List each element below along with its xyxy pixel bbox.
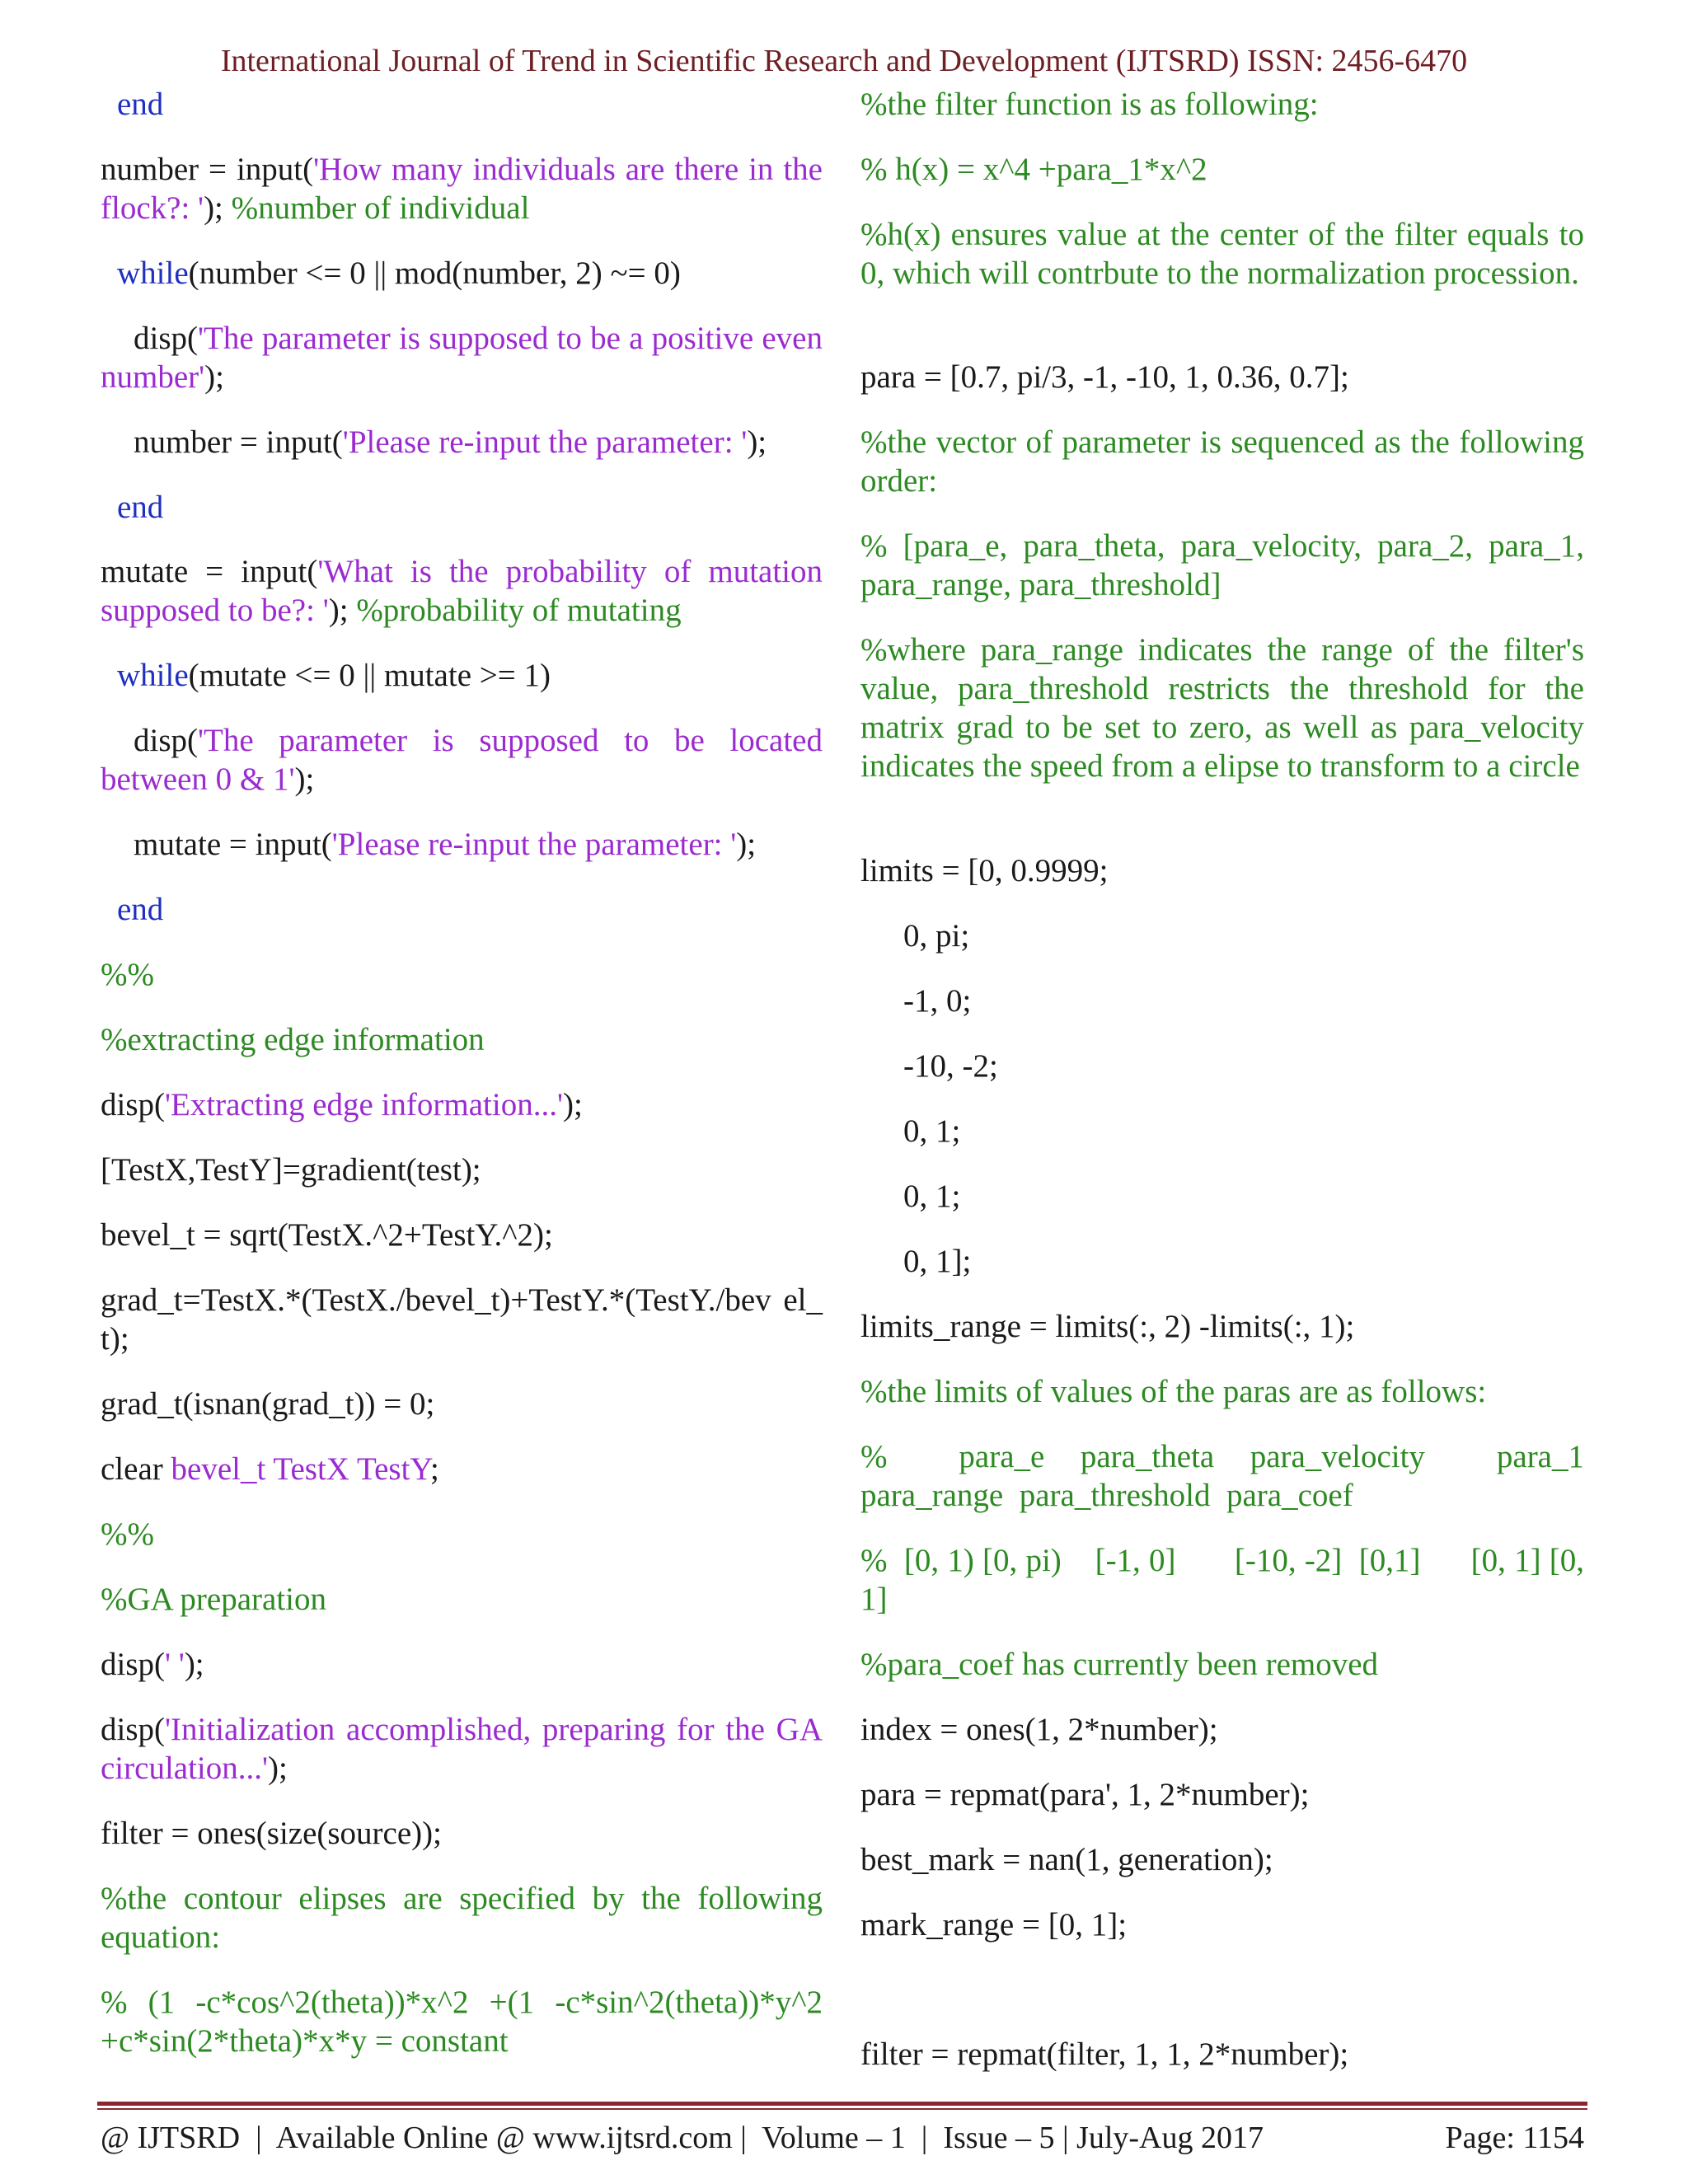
- code-token: %the contour elipses are specified by the following equation:: [101, 1881, 823, 1955]
- code-token: );: [184, 1647, 204, 1682]
- code-line: [101, 254, 823, 293]
- code-token: para = [0.7, pi/3, -1, -10, 1, 0.36, 0.7];: [860, 359, 1349, 395]
- code-token: %%: [101, 1516, 154, 1552]
- code-token: 0, pi;: [903, 918, 970, 954]
- code-token: end: [117, 490, 164, 525]
- code-line: [860, 85, 1584, 124]
- code-token: index = ones(1, 2*number);: [860, 1712, 1218, 1747]
- code-token: %h(x) ensures value at the center of the filter equals to 0, which will contrbute to the normalization procession.: [860, 217, 1584, 291]
- code-token: 'How many individuals are there in the flock?: ': [101, 152, 823, 226]
- journal-header: International Journal of Trend in Scientific Research and Development (IJTSRD) ISSN: 2456-6470: [220, 44, 1468, 78]
- code-token: );: [204, 190, 232, 226]
- page-number: Page: 1154: [1445, 2121, 1584, 2155]
- code-line: [101, 150, 823, 227]
- code-token: );: [204, 359, 224, 395]
- code-line: [860, 1775, 1584, 1814]
- code-token: % (1 -c*cos^2(theta))*x^2 +(1 -c*sin^2(theta))*y^2 +c*sin(2*theta)*x*y = constant: [101, 1985, 823, 2059]
- code-line: [860, 1840, 1584, 1879]
- code-line: [860, 1372, 1584, 1411]
- code-token: );: [563, 1087, 583, 1122]
- code-token: disp(: [134, 723, 198, 758]
- code-token: %the filter function is as following:: [860, 87, 1319, 122]
- footer-divider-thin: [97, 2108, 1587, 2110]
- code-token: );: [736, 827, 757, 862]
- code-line: [860, 1905, 1584, 1944]
- code-token: [TestX,TestY]=gradient(test);: [101, 1152, 481, 1188]
- code-token: %GA preparation: [101, 1582, 326, 1617]
- code-token: mutate = input(: [101, 554, 318, 589]
- code-line: [860, 358, 1584, 396]
- code-line: [860, 1307, 1584, 1346]
- code-token: % h(x) = x^4 +para_1*x^2: [860, 152, 1207, 187]
- code-line: [101, 1020, 823, 1059]
- code-token: end: [117, 87, 164, 122]
- code-line: [860, 1710, 1584, 1749]
- code-line: [101, 1710, 823, 1788]
- code-line: [101, 85, 823, 124]
- code-token: %the vector of parameter is sequenced as the following order:: [860, 424, 1584, 499]
- code-token: clear: [101, 1451, 171, 1487]
- code-token: %where para_range indicates the range of the filter's value, para_threshold restricts the threshold for the matrix grad to be set to zero, as well as para_velocity indicates the speed from a elipse to transform to a circle: [860, 632, 1584, 784]
- code-token: number = input(: [134, 424, 343, 460]
- code-token: best_mark = nan(1, generation);: [860, 1842, 1273, 1877]
- code-token: );: [747, 424, 767, 460]
- code-line: [101, 1281, 823, 1358]
- code-token: 'The parameter is supposed to be a positive even number': [101, 321, 823, 395]
- code-token: (number <= 0 || mod(number, 2) ~= 0): [188, 255, 681, 291]
- code-line: [101, 488, 823, 527]
- code-token: grad_t(isnan(grad_t)) = 0;: [101, 1386, 435, 1422]
- code-line: [101, 890, 823, 929]
- footer-citation: @ IJTSRD | Available Online @ www.ijtsrd.com | Volume – 1 | Issue – 5 | July-Aug 2017: [101, 2121, 1264, 2155]
- code-token: 0, 1;: [903, 1113, 961, 1149]
- code-token: end: [117, 892, 164, 927]
- code-token: ;: [430, 1451, 439, 1487]
- code-line: [101, 656, 823, 695]
- code-token: while: [117, 658, 189, 693]
- code-line: [101, 1814, 823, 1853]
- code-line: [860, 916, 1584, 955]
- code-token: while: [117, 255, 189, 291]
- code-line: [101, 1151, 823, 1189]
- code-token: % [0, 1) [0, pi) [-1, 0] [-10, -2] [0,1] [0, 1] [0, 1]: [860, 1543, 1592, 1617]
- code-token: %extracting edge information: [101, 1022, 485, 1057]
- code-token: % para_e para_theta para_velocity para_1 para_range para_threshold para_coef: [860, 1439, 1592, 1513]
- code-line: [101, 552, 823, 630]
- code-token: filter = repmat(filter, 1, 1, 2*number);: [860, 2036, 1349, 2072]
- code-token: -10, -2;: [903, 1048, 998, 1084]
- code-line: [101, 955, 823, 994]
- code-token: filter = ones(size(source));: [101, 1816, 442, 1851]
- code-token: );: [294, 762, 315, 797]
- code-line: [101, 721, 823, 799]
- code-line: [860, 2035, 1584, 2074]
- code-token: % [para_e, para_theta, para_velocity, para_2, para_1, para_range, para_threshold]: [860, 528, 1584, 602]
- code-token: 'Initialization accomplished, preparing for the GA circulation...': [101, 1712, 823, 1786]
- code-token: bevel_t = sqrt(TestX.^2+TestY.^2);: [101, 1217, 553, 1253]
- code-token: bevel_t TestX TestY: [171, 1451, 430, 1487]
- code-line: [101, 1216, 823, 1254]
- code-token: para = repmat(para', 1, 2*number);: [860, 1777, 1310, 1812]
- code-line: [860, 851, 1584, 890]
- code-line: [860, 1112, 1584, 1151]
- code-token: (mutate <= 0 || mutate >= 1): [188, 658, 551, 693]
- code-line: [860, 1437, 1592, 1515]
- code-token: disp(: [134, 321, 198, 356]
- code-line: [860, 1177, 1584, 1216]
- footer-divider: [97, 2102, 1587, 2106]
- code-line: [101, 1879, 823, 1957]
- code-token: disp(: [101, 1087, 165, 1122]
- code-line: [860, 527, 1584, 604]
- code-line: [860, 150, 1584, 189]
- code-token: %number of individual: [231, 190, 530, 226]
- code-token: limits = [0, 0.9999;: [860, 853, 1109, 888]
- code-token: 'Extracting edge information...': [165, 1087, 563, 1122]
- code-token: mark_range = [0, 1];: [860, 1907, 1128, 1943]
- code-token: 'Please re-input the parameter: ': [342, 424, 748, 460]
- code-line: [860, 630, 1584, 785]
- code-token: number = input(: [101, 152, 314, 187]
- code-token: disp(: [101, 1647, 165, 1682]
- code-token: 'Please re-input the parameter: ': [331, 827, 737, 862]
- code-token: %probability of mutating: [356, 593, 682, 628]
- code-token: %the limits of values of the paras are as follows:: [860, 1374, 1487, 1409]
- code-token: limits_range = limits(:, 2) -limits(:, 1);: [860, 1309, 1355, 1344]
- code-token: %%: [101, 957, 154, 992]
- code-line: [860, 423, 1584, 500]
- code-line: [101, 1515, 823, 1554]
- code-token: 0, 1;: [903, 1179, 961, 1214]
- code-line: [101, 1580, 823, 1619]
- code-line: [101, 1085, 823, 1124]
- code-token: %para_coef has currently been removed: [860, 1647, 1379, 1682]
- code-line: [860, 1645, 1584, 1684]
- code-token: grad_t=TestX.*(TestX./bevel_t)+TestY.*(TestY./bev el_t);: [101, 1282, 823, 1357]
- code-token: -1, 0;: [903, 983, 972, 1019]
- code-line: [101, 319, 823, 396]
- code-token: );: [268, 1750, 288, 1786]
- code-line: [101, 1450, 823, 1488]
- code-token: 0, 1];: [903, 1244, 972, 1279]
- code-token: disp(: [101, 1712, 165, 1747]
- code-line: [860, 1541, 1592, 1619]
- code-line: [860, 982, 1584, 1020]
- code-line: [860, 215, 1584, 293]
- code-token: mutate = input(: [134, 827, 332, 862]
- code-line: [101, 825, 823, 864]
- code-line: [860, 1242, 1584, 1281]
- code-line: [101, 1645, 823, 1684]
- code-token: );: [328, 593, 357, 628]
- code-line: [101, 1385, 823, 1423]
- code-line: [860, 1047, 1584, 1085]
- code-token: 'What is the probability of mutation supposed to be?: ': [101, 554, 823, 628]
- code-token: 'The parameter is supposed to be located between 0 & 1': [101, 723, 823, 797]
- code-line: [101, 1983, 823, 2060]
- code-line: [101, 423, 823, 462]
- code-token: ' ': [165, 1647, 185, 1682]
